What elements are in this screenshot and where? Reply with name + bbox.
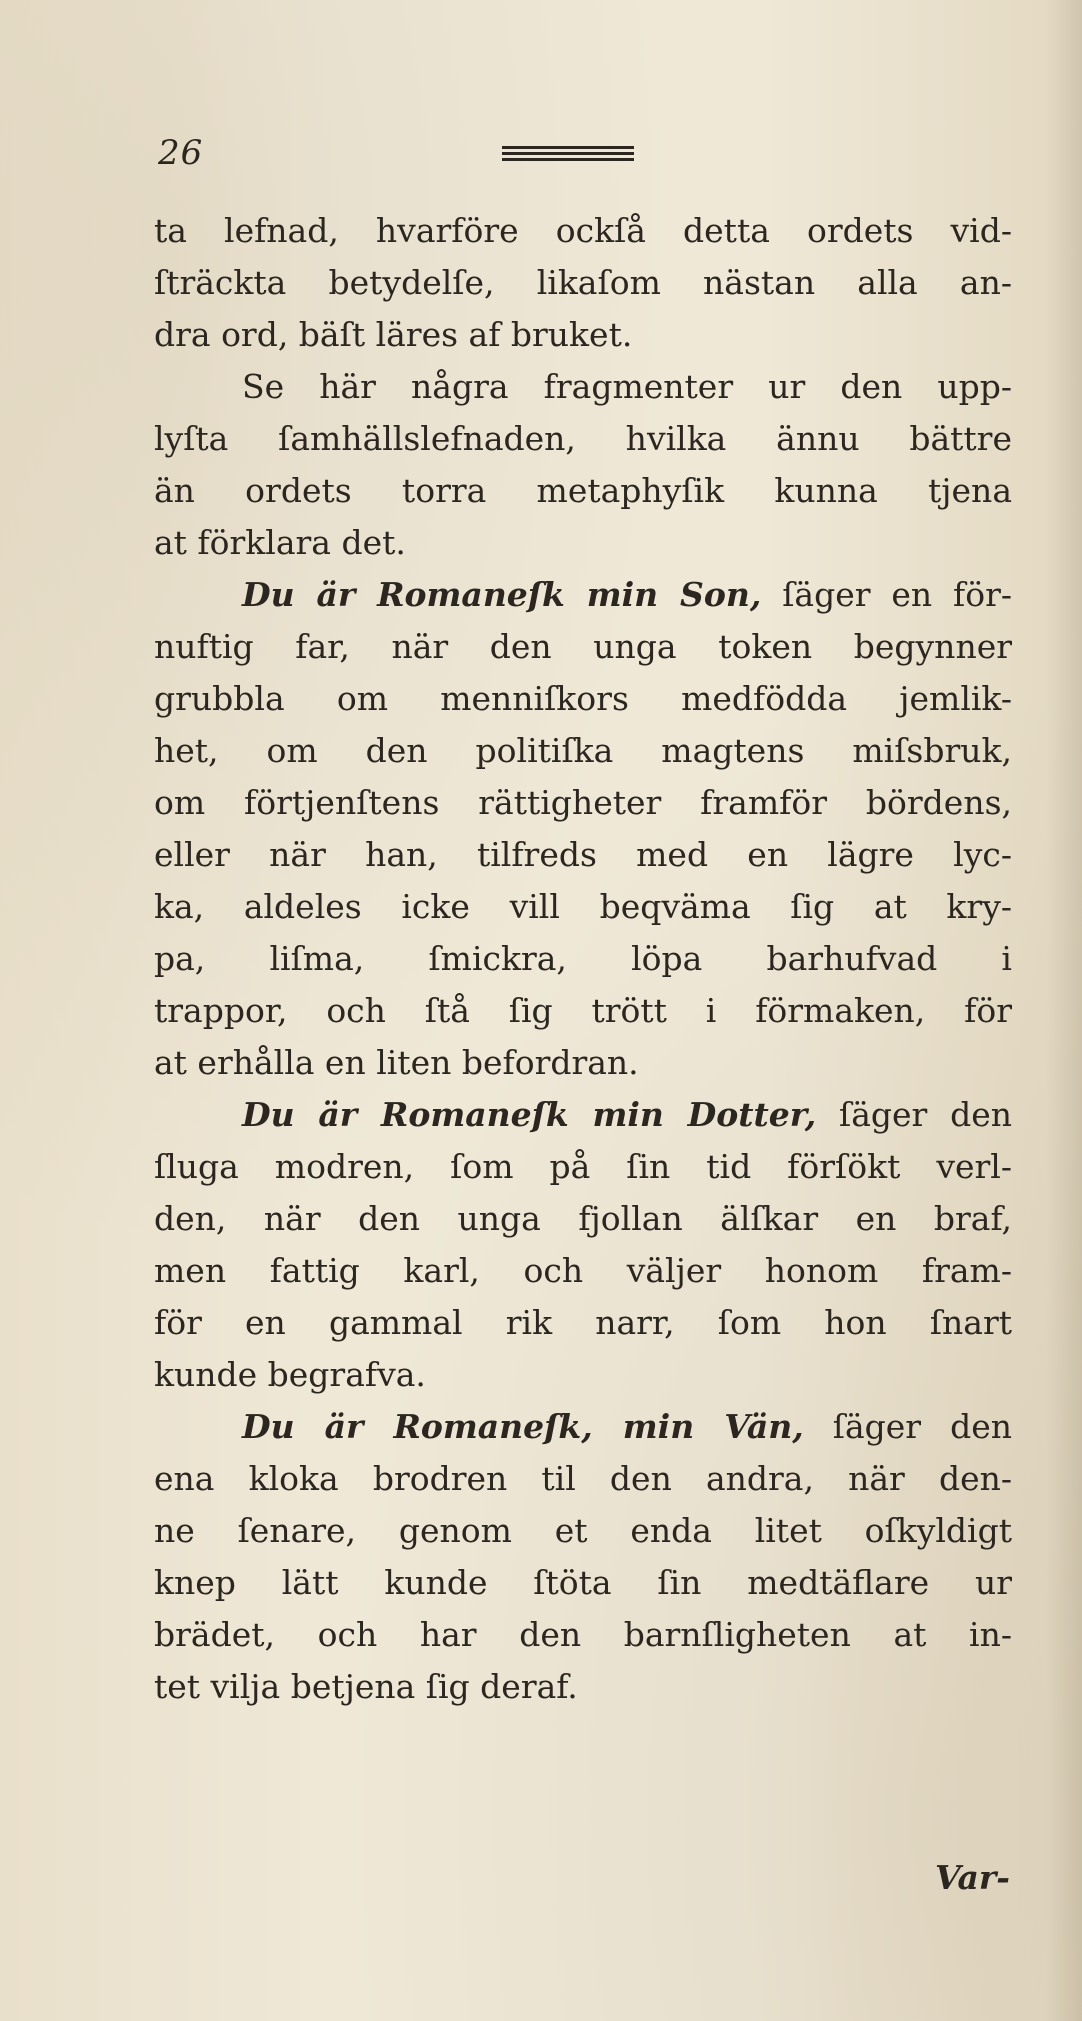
text-line: trappor, och ſtå ſig trött i förmaken, för — [154, 991, 1012, 1030]
text-line: den, när den unga fjollan älſkar en braf, — [154, 1199, 1012, 1238]
text-line: kunde begrafva. — [154, 1355, 426, 1394]
catchword: Var- — [934, 1858, 1010, 1897]
text-line: ſträckta betydelſe, likaſom nästan alla an- — [154, 263, 1012, 302]
italic-lead-phrase: Du är Romaneſk, min Vän, — [242, 1407, 804, 1446]
text-line: om förtjenſtens rättigheter framför bördens, — [154, 783, 1012, 822]
text-line: än ordets torra metaphyſik kunna tjena — [154, 471, 1012, 510]
text-line: Se här några fragmenter ur den upp- — [242, 367, 1012, 406]
page-gutter-shadow — [1046, 0, 1082, 2021]
text-line: ena kloka brodren til den andra, när den- — [154, 1459, 1012, 1498]
text-line: lyſta ſamhällslefnaden, hvilka ännu bättre — [154, 419, 1012, 458]
header-rule-ornament — [502, 146, 634, 162]
text-line: het, om den politiſka magtens miſsbruk, — [154, 731, 1012, 770]
italic-lead-phrase: Du är Romaneſk min Dotter, — [242, 1095, 817, 1134]
italic-lead-phrase: Du är Romaneſk min Son, — [242, 575, 762, 614]
text-line: men fattig karl, och väljer honom fram- — [154, 1251, 1012, 1290]
text-line: grubbla om menniſkors medfödda jemlik- — [154, 679, 1012, 718]
text-line: ne ſenare, genom et enda litet oſkyldigt — [154, 1511, 1012, 1550]
text-fragment: ſäger en för- — [761, 575, 1012, 614]
text-line: ſluga modren, ſom på ſin tid förſökt verl- — [154, 1147, 1012, 1186]
body-text — [154, 205, 1012, 1713]
text-line: at förklara det. — [154, 523, 406, 562]
text-line: dra ord, bäſt läres af bruket. — [154, 315, 633, 354]
text-line: ta lefnad, hvarföre ockſå detta ordets vid- — [154, 211, 1012, 250]
text-line: tet vilja betjena ſig deraf. — [154, 1667, 578, 1706]
text-line: för en gammal rik narr, ſom hon ſnart — [154, 1303, 1012, 1342]
text-line: at erhålla en liten befordran. — [154, 1043, 639, 1082]
text-fragment: ſäger den — [803, 1407, 1012, 1446]
text-line: eller när han, tilfreds med en lägre lyc- — [154, 835, 1012, 874]
text-line: ka, aldeles icke vill beqväma ſig at kry- — [154, 887, 1012, 926]
text-line: pa, liſma, ſmickra, löpa barhufvad i — [154, 939, 1012, 978]
text-line: knep lätt kunde ſtöta ſin medtäflare ur — [154, 1563, 1012, 1602]
page-header — [158, 128, 958, 178]
text-line — [154, 1089, 1012, 1141]
text-line — [154, 1401, 1012, 1453]
text-line: brädet, och har den barnſligheten at in- — [154, 1615, 1012, 1654]
text-line — [154, 569, 1012, 621]
page-number: 26 — [158, 133, 204, 173]
text-line: nuftig far, när den unga token begynner — [154, 627, 1012, 666]
text-fragment: ſäger den — [816, 1095, 1012, 1134]
